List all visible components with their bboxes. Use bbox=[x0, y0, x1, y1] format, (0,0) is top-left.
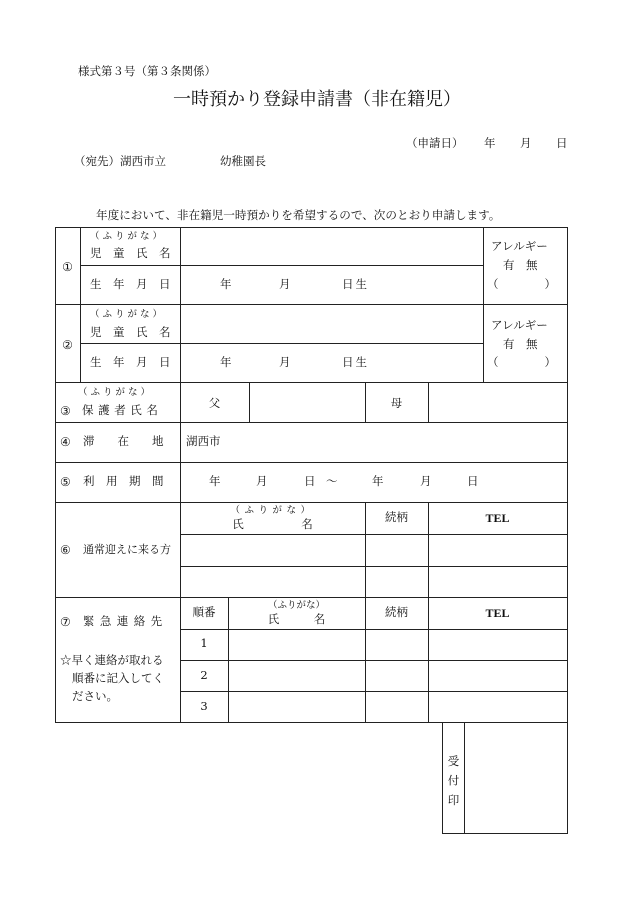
emergency-label: 緊急連絡先 bbox=[83, 614, 168, 628]
emergency-order-header: 順番 bbox=[192, 605, 216, 619]
usage-period-label: 利 用 期 間 bbox=[83, 474, 164, 488]
child2-furigana-label: （ふりがな） bbox=[90, 309, 166, 320]
form-number: 様式第３号（第３条関係） bbox=[78, 64, 216, 78]
child1-number: ① bbox=[62, 260, 73, 274]
child2-birth-label: 生 年 月 日 bbox=[90, 355, 171, 369]
residence-label: 滞 在 地 bbox=[83, 434, 164, 448]
application-date-month: 月 bbox=[520, 136, 532, 150]
addressee-suffix: 幼稚園長 bbox=[220, 154, 266, 168]
pickup-row1-relation-field bbox=[365, 534, 429, 567]
usage-period-end-day: 日 bbox=[467, 474, 479, 488]
child1-name-field bbox=[180, 227, 484, 266]
emergency-row2-tel-field bbox=[428, 660, 568, 692]
child1-allergy-detail: （ ） bbox=[487, 277, 556, 291]
mother-name-field bbox=[428, 382, 568, 423]
receipt-stamp-area bbox=[464, 722, 568, 834]
pickup-label: 通常迎えに来る方 bbox=[83, 543, 171, 556]
child2-allergy-detail: （ ） bbox=[487, 355, 556, 369]
pickup-furigana-header: （ふりがな） bbox=[230, 505, 315, 516]
child2-birth-day: 日生 bbox=[342, 355, 369, 369]
emergency-row2-name-field bbox=[228, 660, 366, 692]
emergency-row3-tel-field bbox=[428, 691, 568, 723]
guardian-label: 保護者氏名 bbox=[82, 403, 163, 417]
pickup-number: ⑥ bbox=[60, 543, 71, 557]
child1-birth-month: 月 bbox=[279, 277, 291, 291]
emergency-order-number: 3 bbox=[200, 699, 208, 713]
usage-period-number: ⑤ bbox=[60, 475, 71, 489]
pickup-row2-relation-field bbox=[365, 566, 429, 598]
residence-field bbox=[180, 422, 568, 463]
child1-allergy-choice: 有 無 bbox=[503, 258, 538, 272]
residence-value: 湖西市 bbox=[186, 434, 221, 448]
child2-name-field bbox=[180, 304, 484, 344]
father-label: 父 bbox=[208, 396, 221, 410]
child2-number: ② bbox=[62, 338, 73, 352]
receipt-label: 受付印 bbox=[446, 755, 461, 814]
pickup-row2-name-field bbox=[180, 566, 366, 598]
addressee-prefix: （宛先）湖西市立 bbox=[74, 154, 166, 168]
child1-name-label: 児 童 氏 名 bbox=[90, 246, 171, 260]
emergency-order-number: 2 bbox=[200, 668, 208, 682]
pickup-row1-tel-field bbox=[428, 534, 568, 567]
mother-label: 母 bbox=[390, 396, 403, 410]
guardian-number: ③ bbox=[60, 404, 71, 418]
usage-period-separator: ～ bbox=[326, 474, 338, 488]
emergency-relation-header: 続柄 bbox=[385, 605, 408, 619]
child2-birth-month: 月 bbox=[279, 355, 291, 369]
emergency-note-line: ださい。 bbox=[72, 689, 118, 703]
child2-allergy-label: アレルギー bbox=[491, 318, 548, 332]
pickup-row2-tel-field bbox=[428, 566, 568, 598]
emergency-name-header: 氏 名 bbox=[267, 612, 326, 626]
usage-period-end-month: 月 bbox=[420, 474, 432, 488]
emergency-note-line: 順番に記入してく bbox=[72, 671, 164, 685]
usage-period-start-year: 年 bbox=[209, 474, 221, 488]
emergency-order-number: 1 bbox=[200, 636, 208, 650]
usage-period-start-day: 日 bbox=[304, 474, 316, 488]
usage-period-end-year: 年 bbox=[372, 474, 384, 488]
pickup-row1-name-field bbox=[180, 534, 366, 567]
intro-text: 年度において、非在籍児一時預かりを希望するので、次のとおり申請します。 bbox=[96, 208, 501, 222]
application-date-year: 年 bbox=[484, 136, 496, 150]
child2-name-label: 児 童 氏 名 bbox=[90, 325, 171, 339]
application-date-day: 日 bbox=[556, 136, 568, 150]
emergency-row1-relation-field bbox=[365, 629, 429, 661]
pickup-relation-header: 続柄 bbox=[385, 510, 408, 524]
usage-period-start-month: 月 bbox=[256, 474, 268, 488]
child2-allergy-choice: 有 無 bbox=[503, 337, 538, 351]
residence-number: ④ bbox=[60, 435, 71, 449]
emergency-tel-header: TEL bbox=[485, 606, 510, 620]
application-date-label: （申請日） bbox=[406, 136, 464, 150]
child1-birth-year: 年 bbox=[220, 277, 232, 291]
emergency-furigana-header: （ふりがな） bbox=[267, 600, 325, 611]
guardian-furigana-label: （ふりがな） bbox=[78, 387, 154, 398]
emergency-row3-name-field bbox=[228, 691, 366, 723]
pickup-name-header: 氏 名 bbox=[232, 517, 313, 531]
emergency-row2-relation-field bbox=[365, 660, 429, 692]
emergency-number: ⑦ bbox=[60, 615, 71, 629]
pickup-tel-header: TEL bbox=[485, 511, 510, 525]
emergency-row3-relation-field bbox=[365, 691, 429, 723]
child1-allergy-label: アレルギー bbox=[491, 239, 548, 253]
child1-furigana-label: （ふりがな） bbox=[90, 231, 166, 242]
emergency-row1-name-field bbox=[228, 629, 366, 661]
page-title: 一時預かり登録申請書（非在籍児） bbox=[173, 89, 461, 110]
emergency-row1-tel-field bbox=[428, 629, 568, 661]
child1-birth-day: 日生 bbox=[342, 277, 369, 291]
emergency-note-line: ☆早く連絡が取れる bbox=[60, 653, 164, 667]
child1-birth-label: 生 年 月 日 bbox=[90, 277, 171, 291]
father-name-field bbox=[249, 382, 366, 423]
child2-birth-year: 年 bbox=[220, 355, 232, 369]
